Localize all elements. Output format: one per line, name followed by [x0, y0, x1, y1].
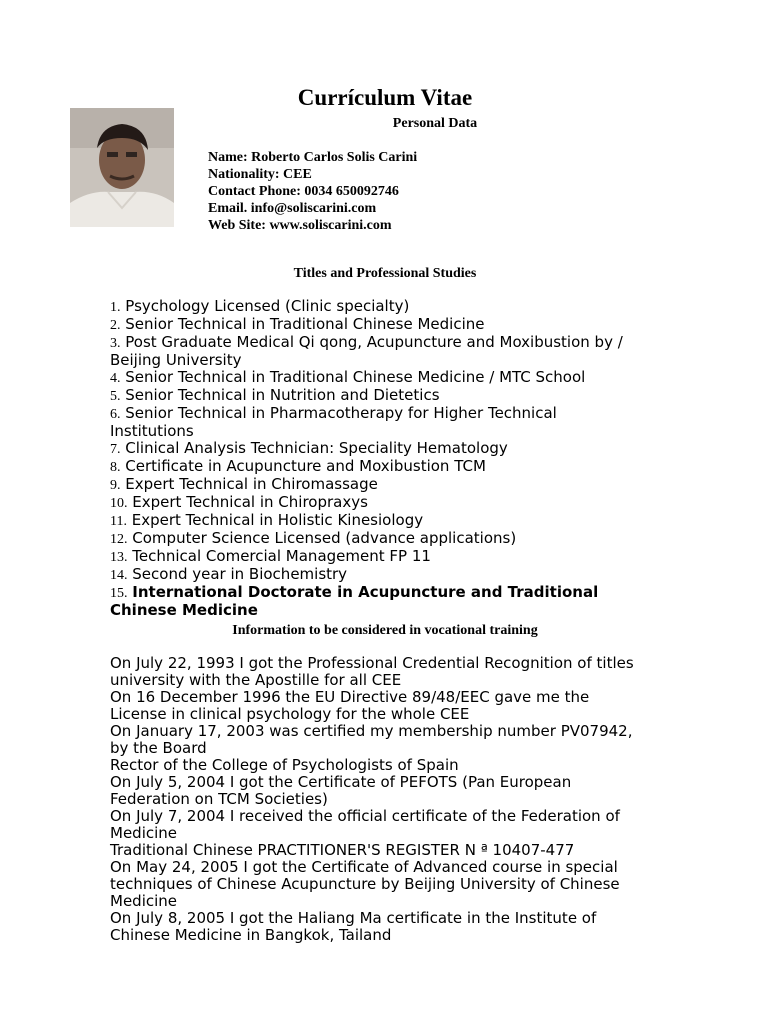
profile-photo: [70, 108, 174, 227]
vocational-line: Rector of the College of Psychologists of Spain: [110, 756, 459, 774]
title-item-number: 9.: [110, 478, 121, 493]
title-item: [110, 440, 660, 458]
title-item: [110, 548, 660, 566]
vocational-line: On July 8, 2005 I got the Haliang Ma certificate in the Institute of: [110, 909, 597, 927]
title-item-text: Expert Technical in Holistic Kinesiology: [131, 511, 424, 529]
title-item: [110, 369, 660, 387]
title-item-number: 12.: [110, 532, 128, 547]
document-title: Currículum Vitae: [297, 85, 473, 111]
vocational-line: On May 24, 2005 I got the Certificate of Advanced course in special: [110, 858, 618, 876]
title-item-number: 6.: [110, 407, 121, 422]
title-item-number: 13.: [110, 550, 128, 565]
vocational-line: On July 22, 1993 I got the Professional Credential Recognition of titles: [110, 654, 634, 672]
title-item-text: Second year in Biochemistry: [132, 565, 348, 583]
title-item: [110, 334, 660, 369]
personal-data-heading: Personal Data: [392, 116, 478, 131]
personal-data-block: [208, 149, 417, 234]
title-item-number: 11.: [110, 514, 127, 529]
title-item: [110, 458, 660, 476]
title-item-text: Institutions: [110, 422, 194, 440]
vocational-line: License in clinical psychology for the whole CEE: [110, 705, 470, 723]
title-item-number: 7.: [110, 442, 121, 457]
title-item-text: Psychology Licensed (Clinic specialty): [125, 297, 410, 315]
title-item: [110, 316, 660, 334]
vocational-line: On 16 December 1996 the EU Directive 89/48/EEC gave me the: [110, 688, 590, 706]
title-item: [110, 512, 660, 530]
email-line: Email. info@soliscarini.com: [208, 201, 377, 216]
nationality-line: Nationality: CEE: [208, 167, 312, 182]
title-item-number: 5.: [110, 389, 121, 404]
title-item-number: 2.: [110, 318, 121, 333]
title-item-number: 15.: [110, 586, 128, 601]
vocational-line: Traditional Chinese PRACTITIONER'S REGISTER N ª 10407-477: [110, 841, 575, 859]
title-item-number: 14.: [110, 568, 128, 583]
website-line: Web Site: www.soliscarini.com: [208, 218, 392, 233]
title-item-number: 3.: [110, 336, 121, 351]
title-item: [110, 494, 660, 512]
title-item-text: Beijing University: [110, 351, 242, 369]
vocational-heading: Information to be considered in vocational training: [232, 623, 538, 638]
title-item-text: International Doctorate in Acupuncture and Traditional: [132, 583, 599, 601]
vocational-line: Medicine: [110, 824, 178, 842]
title-item: [110, 298, 660, 316]
vocational-line: Federation on TCM Societies): [110, 790, 328, 808]
titles-heading: Titles and Professional Studies: [293, 266, 477, 281]
title-item-text: Senior Technical in Traditional Chinese Medicine: [125, 315, 485, 333]
title-item-text: Chinese Medicine: [110, 601, 258, 619]
vocational-line: Medicine: [110, 892, 178, 910]
title-item-text: Technical Comercial Management FP 11: [132, 547, 431, 565]
title-item: [110, 584, 660, 619]
title-item: [110, 476, 660, 494]
title-item-text: Expert Technical in Chiromassage: [125, 475, 378, 493]
vocational-line: by the Board: [110, 739, 207, 757]
title-item-number: 10.: [110, 496, 128, 511]
name-line: Name: Roberto Carlos Solis Carini: [208, 150, 418, 165]
vocational-text: [110, 655, 660, 944]
title-item-text: Certificate in Acupuncture and Moxibustion TCM: [125, 457, 486, 475]
title-item: [110, 530, 660, 548]
portrait-image: [70, 108, 174, 227]
title-item-text: Senior Technical in Pharmacotherapy for Higher Technical: [125, 404, 557, 422]
title-item: [110, 387, 660, 405]
vocational-line: techniques of Chinese Acupuncture by Beijing University of Chinese: [110, 875, 620, 893]
vocational-line: university with the Apostille for all CEE: [110, 671, 402, 689]
title-item-text: Senior Technical in Nutrition and Dietetics: [125, 386, 440, 404]
vocational-line: On July 7, 2004 I received the official certificate of the Federation of: [110, 807, 620, 825]
title-item-text: Senior Technical in Traditional Chinese Medicine / MTC School: [125, 368, 586, 386]
title-item-number: 8.: [110, 460, 121, 475]
title-item-number: 1.: [110, 300, 121, 315]
vocational-line: Chinese Medicine in Bangkok, Tailand: [110, 926, 392, 944]
title-item: [110, 566, 660, 584]
vocational-line: On July 5, 2004 I got the Certificate of PEFOTS (Pan European: [110, 773, 572, 791]
title-item: [110, 405, 660, 440]
title-item-number: 4.: [110, 371, 121, 386]
title-item-text: Computer Science Licensed (advance applications): [132, 529, 517, 547]
title-item-text: Clinical Analysis Technician: Speciality Hematology: [125, 439, 508, 457]
vocational-line: On January 17, 2003 was certified my membership number PV07942,: [110, 722, 633, 740]
titles-list: [110, 298, 660, 619]
phone-line: Contact Phone: 0034 650092746: [208, 184, 399, 199]
title-item-text: Expert Technical in Chiropraxys: [132, 493, 368, 511]
title-item-text: Post Graduate Medical Qi qong, Acupuncture and Moxibustion by /: [125, 333, 623, 351]
